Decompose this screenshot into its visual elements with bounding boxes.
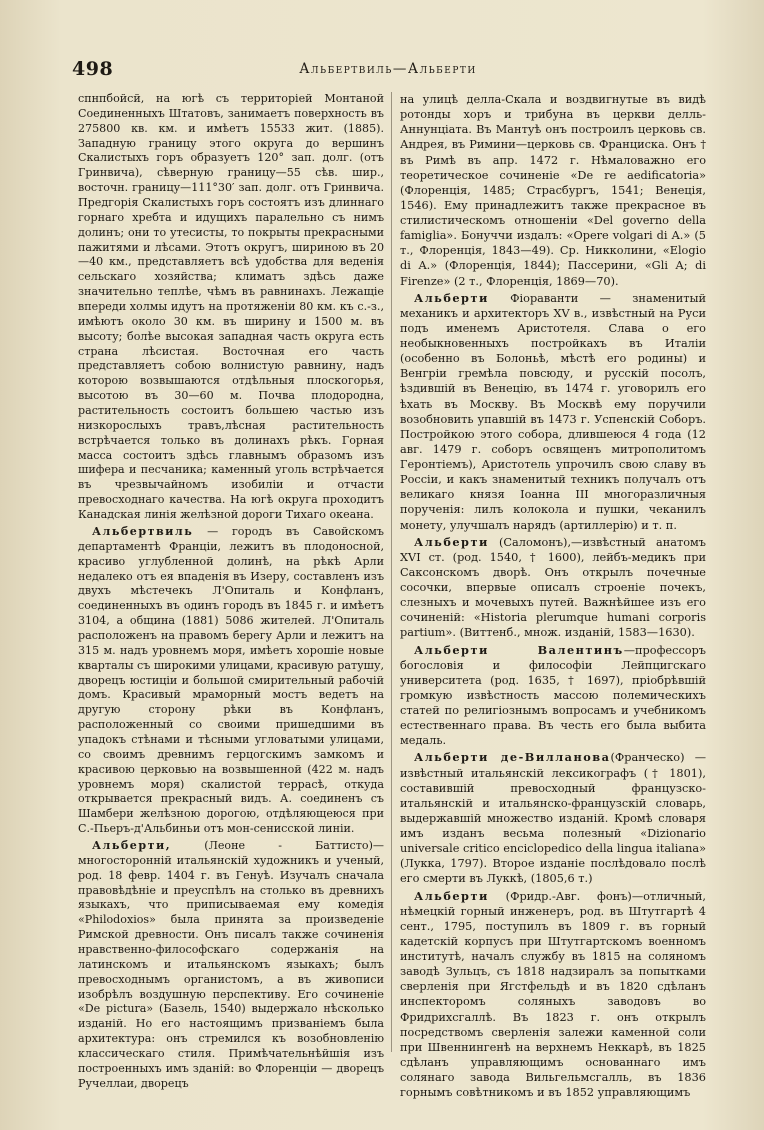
entry <box>400 535 706 641</box>
entry <box>400 889 706 1101</box>
entry <box>400 750 706 886</box>
text-columns <box>78 92 710 1112</box>
entry-continuation <box>400 92 706 289</box>
entry-text: (Саломонъ),—извѣстный анатомъ XVI ст. (род. 1540, † 1600), лейбъ-медикъ при Саксонскомъ дворѣ. Онъ открылъ почечные сосочки, впервые описалъ строеніе почекъ, слезныхъ и мочевыхъ путей. Важнѣйшее изъ его сочиненій: «Historia plerumque humani corporis partium». (Виттенб., множ. изданій, 1583—1630). <box>400 535 706 640</box>
entry-text: спнпбойсй, на югѣ съ территоріей Монтаной Соединенныхъ Штатовъ, занимаетъ поверхность въ 275800 кв. км. и имѣетъ 15533 жит. (1885). Западную границу этого округа до вершинъ Скалистыхъ горъ образуетъ 120° зап. долг. (отъ Гринвича), сѣверную границу—55 сѣв. шир., восточн. границу—111°30′ зап. долг. отъ Гринвича. Предгорія Скалистыхъ горъ состоятъ изъ длиннаго горнаго хребта и идущихъ паралельно съ нимъ долинъ; они то утесисты, то покрыты прекрасными пажитями и лѣсами. Этотъ округъ, шириною въ 20—40 км., представляетъ всѣ удобства для веденія сельскаго хозяйства; климатъ здѣсь даже значительно теплѣе, чѣмъ въ равнинахъ. Лежащіе впереди холмы идутъ на протяженіи 80 км. къ с.-з., имѣютъ около 30 км. въ ширину и 1500 м. въ высоту; болѣе высокая западная часть округа есть страна лѣсистая. Восточная его часть представляетъ собою волнистую равнину, надъ которою возвышаются отдѣльныя плоскогорья, высотою въ 30—60 м. Почва плодородна, растительность состоитъ большею частью изъ низкорослыхъ травъ,лѣсная растительность встрѣчается только въ долинахъ рѣкъ. Горная масса состоитъ здѣсь главнымъ образомъ изъ шифера и песчаника; каменный уголь встрѣчается въ чрезвычайномъ изобиліи и отчасти превосходнаго качества. На югѣ округа проходитъ Канадская линія желѣзной дороги Тихаго океана. <box>78 92 384 522</box>
running-title: Альбертвиль—Альберти <box>299 61 477 77</box>
entry-text: (Леоне - Баттисто)—многосторонній итальянскій художникъ и ученый, род. 18 февр. 1404 г. въ Генуѣ. Изучалъ сначала правовѣдѣніе и преуспѣлъ на столько въ древнихъ языкахъ, что приписываемая ему комедія «Philodoxios» была принята за произведеніе Римской древности. Онъ писалъ также сочиненія нравственно-философскаго содержанія на латинскомъ и итальянскомъ языкахъ; былъ превосходнымъ органистомъ, а въ живописи изобрѣлъ воздушную перспективу. Его сочиненіе «De pictura» (Базель, 1540) выдержало нѣсколько изданій. Но его настоящимъ призваніемъ была архитектура: онъ стремился къ возобновленію классическаго стиля. Примѣчательнѣйшія изъ построенныхъ имъ зданій: во Флоренціи — дворецъ Ручеллаи, дворецъ <box>78 838 384 1090</box>
entry-text: (Фридр.-Авг. фонъ)—отличный, нѣмецкій горный инженеръ, род. въ Штутгартѣ 4 сент., 1795, поступилъ въ 1809 г. въ горный кадетскій корпусъ при Штутгартскомъ военномъ институтѣ, началъ службу въ 1815 на соляномъ заводѣ Зульцъ, съ 1818 надзиралъ за попытками сверленія при Ягстфельдѣ и въ 1820 сдѣланъ инспекторомъ соляныхъ заводовъ во Фридрихсгаллѣ. Въ 1823 г. онъ открылъ посредствомъ сверленія залежи каменной соли при Швеннингенѣ на верхнемъ Неккарѣ, въ 1825 сдѣланъ управляющимъ основаннаго имъ солянаго завода Вильгельмсгалль, въ 1836 горнымъ совѣтникомъ и въ 1852 управляющимъ <box>400 889 706 1100</box>
entry-headword: Альберти Валентинъ <box>414 642 624 657</box>
entry <box>78 839 384 1092</box>
entry-headword: Альберти <box>414 888 489 903</box>
entry-headword: Альберти <box>414 534 489 549</box>
entry-text: Фіораванти — знаменитый механикъ и архитекторъ XV в., извѣстный на Руси подъ именемъ Аристотеля. Слава о его необыкновенныхъ постройкахъ въ Италіи (особенно въ Болоньѣ, мѣстѣ его родины) и Венгріи гремѣла повсюду, и русскій посолъ, ѣздившій въ Венецію, въ 1474 г. уговорилъ его ѣхать въ Москву. Въ Москвѣ ему поручили возобновить упавшій въ 1473 г. Успенскій Соборъ. Постройкою этого собора, длившеюся 4 года (12 авг. 1479 г. соборъ освященъ митрополитомъ Геронтіемъ), Аристотель упрочилъ свою славу въ Россіи, и какъ знаменитый техникъ получалъ отъ великаго князя Іоанна III многоразличныя порученія: лилъ колокола и пушки, чеканилъ монету, улучшалъ нарядъ (артиллерію) и т. п. <box>400 291 706 532</box>
entry <box>400 643 706 749</box>
column-divider <box>391 92 392 1052</box>
entry-headword: Альберти де-Вилланова <box>414 750 611 765</box>
entry-text: (Франческо) — извѣстный итальянскій лексикографъ († 1801), составившій превосходный французско-итальянскій и итальянско-французскій словарь, выдержавшій множество изданій. Кромѣ словаря имъ изданъ весьма полезный «Dizionario universale critico enciclopedico della lingua italiana» (Лукка, 1797). Второе изданіе послѣдовало послѣ его смерти въ Луккѣ, (1805,6 т.) <box>400 751 706 886</box>
entry <box>400 291 706 533</box>
left-column <box>78 92 384 1094</box>
entry-text: на улицѣ делла-Скала и воздвигнутые въ видѣ ротонды хоръ и трибуна въ церкви делль-Аннунціата. Въ Мантуѣ онъ построилъ церковь св. Андрея, въ Римини—церковь св. Франциска. Онъ † въ Римѣ въ апр. 1472 г. Нѣмаловажно его теоретическое сочиненіе «De re aedificatoria» (Флоренція, 1485; Страсбургъ, 1541; Венеція, 1546). Ему принадлежитъ также прекрасное въ стилистическомъ отношеніи «Del governo della famiglia». Бонуччи издалъ: «Opere volgari di A.» (5 т., Флоренція, 1843—49). Ср. Никколини, «Elogio di A.» (Флоренція, 1844); Пассерини, «Gli A; di Firenze» (2 т., Флоренція, 1869—70). <box>400 93 706 288</box>
entry-text: — городъ въ Савойскомъ департаментѣ Франціи, лежитъ въ плодоносной, красиво углубленной долинѣ, на рѣкѣ Арли недалеко отъ ея впаденія въ Изеру, составленъ изъ двухъ мѣстечекъ Л'Опиталь и Конфланъ, соединенныхъ въ одинъ городъ въ 1845 г. и имѣетъ 3104, а община (1881) 5086 жителей. Л'Опиталь расположенъ на правомъ берегу Арли и лежитъ на 315 м. надъ уровнемъ моря, имѣетъ хорошіе новые кварталы съ широкими улицами, красивую ратушу, дворецъ юстиціи и большой смирительный рабочій домъ. Красивый мраморный мостъ ведетъ на другую сторону рѣки въ Конфланъ, расположенный со своими пришедшими въ упадокъ стѣнами и тѣсными угловатыми улицами, со своимъ древнимъ герцогскимъ замкомъ и красивою церковью на возвышенной (422 м. надъ уровнемъ моря) скалистой террасѣ, откуда открывается прекрасный видъ. А. соединенъ съ Шамбери желѣзною дорогою, отдѣляющеюся при С.-Пьеръ-д'Альбиньи отъ мон-сенисской линіи. <box>78 524 384 836</box>
page-number: 498 <box>72 58 114 80</box>
entry <box>78 525 384 837</box>
entry-text: —профессоръ богословія и философіи Лейпцигскаго университета (род. 1635, † 1697), пріобрѣвшій громкую извѣстность массою полемическихъ статей по религіознымъ вопросамъ и учебникомъ естественнаго права. Въ честь его была выбита медаль. <box>400 643 706 748</box>
entry-headword: Альберти, <box>92 838 172 852</box>
entry-headword: Альбертвиль <box>92 524 194 538</box>
entry-headword: Альберти <box>414 290 489 305</box>
entry-continuation <box>78 92 384 523</box>
right-column <box>400 92 706 1102</box>
page-header <box>70 58 706 82</box>
